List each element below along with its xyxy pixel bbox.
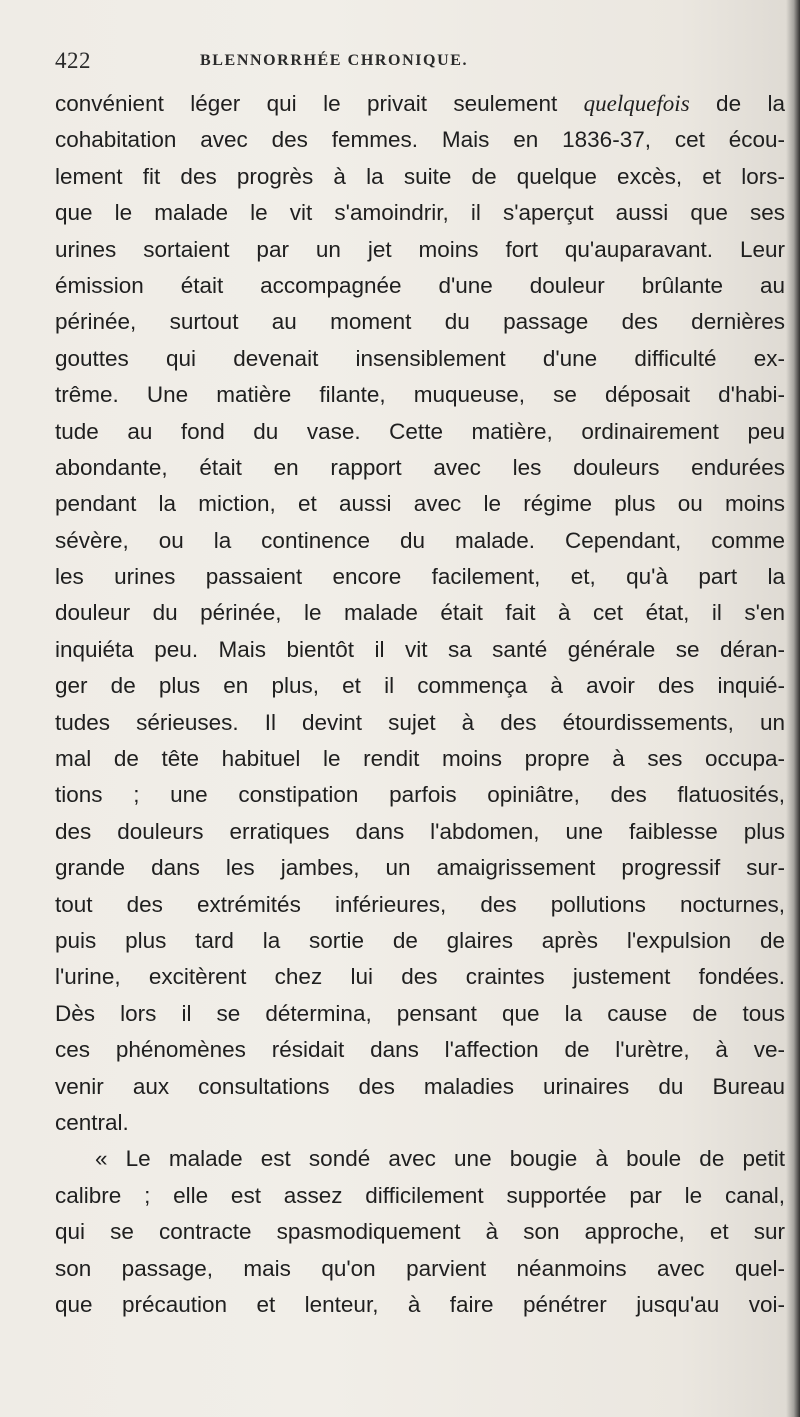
text-line-content: puis plus tard la sortie de glaires après l'expulsion de	[55, 927, 785, 953]
italic-word: quelquefois	[583, 91, 690, 116]
text-line-content: tout des extrémités inférieures, des pollutions nocturnes,	[55, 891, 785, 917]
text-line	[55, 923, 785, 959]
text-line	[55, 232, 785, 268]
text-line	[55, 195, 785, 231]
text-line-content: venir aux consultations des maladies urinaires du Bureau	[55, 1073, 785, 1099]
text-line-content: douleur du périnée, le malade était fait à cet état, il s'en	[55, 600, 785, 626]
text-line-content: calibre ; elle est assez difficilement supportée par le canal,	[55, 1182, 785, 1208]
text-line	[55, 777, 785, 813]
text-line	[55, 122, 785, 158]
text-line-content: cohabitation avec des femmes. Mais en 1836-37, cet écou-	[55, 127, 785, 153]
text-line	[55, 632, 785, 668]
text-line-content: abondante, était en rapport avec les douleurs endurées	[55, 454, 785, 480]
text-line-content: tude au fond du vase. Cette matière, ordinairement peu	[55, 418, 785, 444]
text-line	[55, 1287, 785, 1323]
text-line-content: tions ; une constipation parfois opiniâtre, des flatuosités,	[55, 782, 785, 808]
text-line-content: convénient léger qui le privait seulement	[55, 91, 584, 116]
text-line-content: inquiéta peu. Mais bientôt il vit sa santé générale se déran-	[55, 636, 785, 662]
text-line	[55, 1141, 785, 1177]
text-line-content: ces phénomènes résidait dans l'affection de l'urètre, à ve-	[55, 1037, 785, 1063]
text-line	[55, 450, 785, 486]
text-line-content: mal de tête habituel le rendit moins propre à ses occupa-	[55, 746, 785, 772]
text-line	[55, 86, 785, 122]
text-line	[55, 1032, 785, 1068]
text-line	[55, 1178, 785, 1214]
text-line-content: Dès lors il se détermina, pensant que la cause de tous	[55, 1000, 785, 1026]
text-line-content: sévère, ou la continence du malade. Cependant, comme	[55, 527, 785, 553]
text-line-content: grande dans les jambes, un amaigrissement progressif sur-	[55, 855, 785, 881]
text-line-content: urines sortaient par un jet moins fort qu'auparavant. Leur	[55, 236, 785, 262]
text-line-tail: de la	[689, 91, 785, 116]
text-line-content: son passage, mais qu'on parvient néanmoins avec quel-	[55, 1255, 785, 1281]
page-header	[55, 48, 755, 78]
text-line-content: gouttes qui devenait insensiblement d'une difficulté ex-	[55, 345, 785, 371]
text-line-content: que le malade le vit s'amoindrir, il s'aperçut aussi que ses	[55, 200, 785, 226]
text-line-content: pendant la miction, et aussi avec le régime plus ou moins	[55, 491, 785, 517]
text-line	[55, 159, 785, 195]
text-line	[55, 414, 785, 450]
text-line-content: « Le malade est sondé avec une bougie à boule de petit	[95, 1146, 785, 1172]
text-line-content: émission était accompagnée d'une douleur brûlante au	[55, 272, 785, 298]
page-binding-edge	[786, 0, 800, 1417]
text-line-content: tudes sérieuses. Il devint sujet à des étourdissements, un	[55, 709, 785, 735]
text-line	[55, 959, 785, 995]
text-line	[55, 377, 785, 413]
text-line-content: les urines passaient encore facilement, et, qu'à part la	[55, 564, 785, 590]
text-line	[55, 1069, 785, 1105]
text-line	[55, 996, 785, 1032]
body-text	[55, 86, 785, 1323]
text-line	[55, 1251, 785, 1287]
text-line-content: qui se contracte spasmodiquement à son approche, et sur	[55, 1219, 785, 1245]
text-line-content: des douleurs erratiques dans l'abdomen, une faiblesse plus	[55, 818, 785, 844]
text-line-content: l'urine, excitèrent chez lui des craintes justement fondées.	[55, 964, 785, 990]
text-line	[55, 304, 785, 340]
text-line	[55, 523, 785, 559]
text-line	[55, 486, 785, 522]
text-line-content: que précaution et lenteur, à faire pénétrer jusqu'au voi-	[55, 1291, 785, 1317]
text-line-content: central.	[55, 1109, 129, 1135]
text-line-content: trême. Une matière filante, muqueuse, se déposait d'habi-	[55, 382, 785, 408]
text-line	[55, 741, 785, 777]
text-line-content: périnée, surtout au moment du passage des dernières	[55, 309, 785, 335]
text-line-content: ger de plus en plus, et il commença à avoir des inquié-	[55, 673, 785, 699]
text-line	[55, 559, 785, 595]
text-line	[55, 268, 785, 304]
page-number: 422	[55, 48, 91, 73]
text-line	[55, 887, 785, 923]
text-line	[55, 1105, 785, 1141]
text-line	[55, 341, 785, 377]
text-line-content: lement fit des progrès à la suite de quelque excès, et lors-	[55, 163, 785, 189]
text-line	[55, 814, 785, 850]
text-line	[55, 705, 785, 741]
text-line	[55, 850, 785, 886]
text-line	[55, 668, 785, 704]
running-head: BLENNORRHÉE CHRONIQUE.	[200, 52, 469, 69]
text-line	[55, 595, 785, 631]
text-line	[55, 1214, 785, 1250]
